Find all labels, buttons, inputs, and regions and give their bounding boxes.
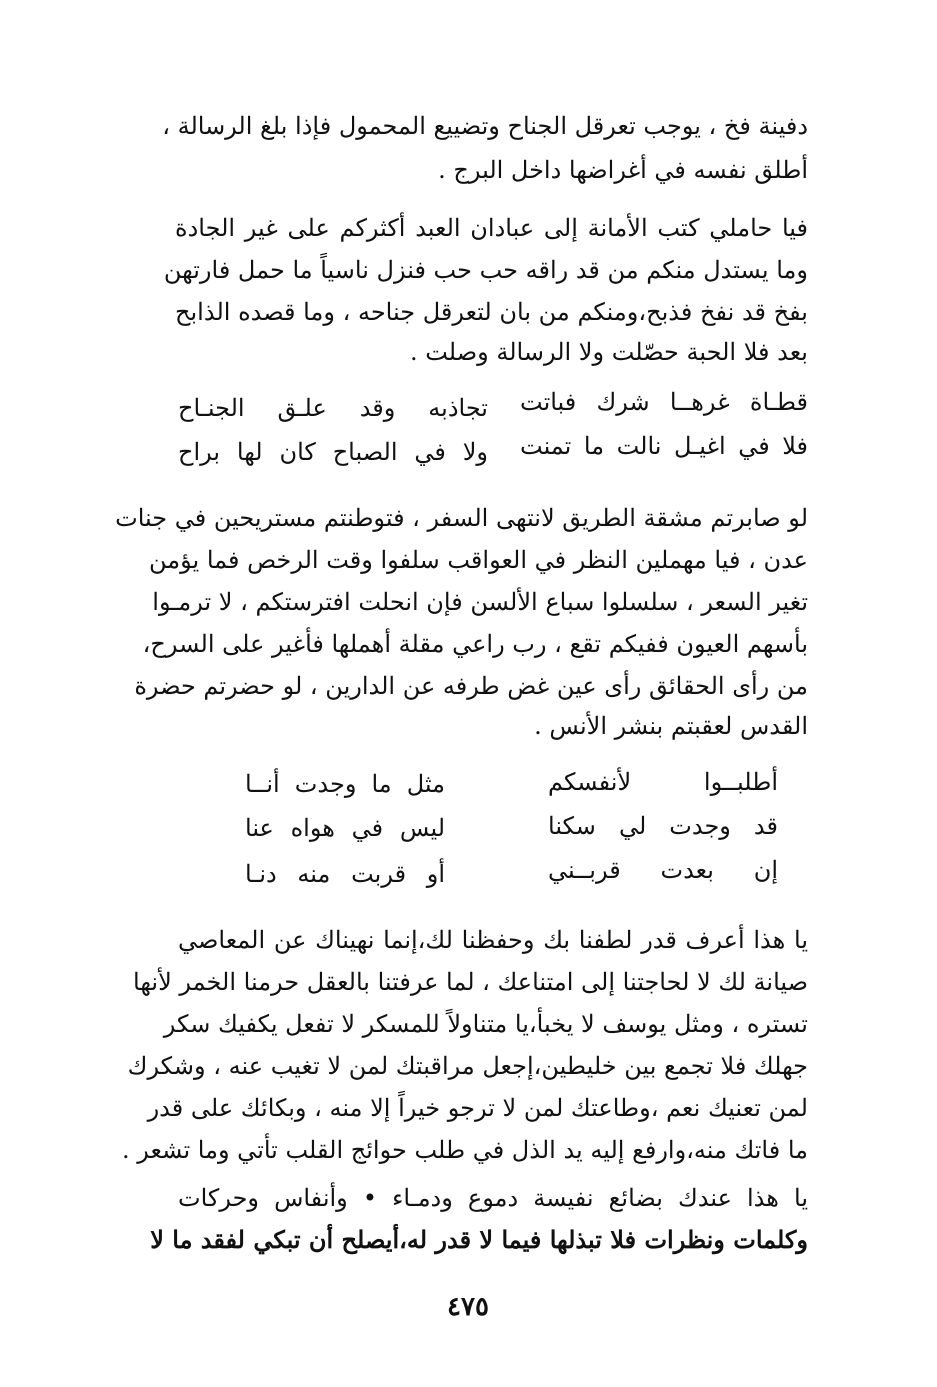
poem-hemistich-left: ولا في الصباح كان لها براح <box>178 438 488 466</box>
poem-hemistich-right: قطـاة غرهــا شرك فباتت <box>520 388 808 416</box>
paragraph-line: وما يستدل منكم من قد راقه حب حب فنزل ناسياً ما حمل فارتهن <box>163 256 808 284</box>
paragraph-line: يا هذا أعرف قدر لطفنا بك وحفظنا لك،إنما نهيناك عن المعاصي <box>178 926 808 954</box>
poem-hemistich-right: إن بعدت قربــني <box>548 856 778 884</box>
paragraph-line: بعد فلا الحبة حصّلت ولا الرسالة وصلت . <box>409 338 808 366</box>
poem-hemistich-left: تجاذبه وقد علـق الجنـاح <box>178 394 488 422</box>
paragraph-line: أطلق نفسه في أغراضها داخل البرج . <box>438 156 808 184</box>
poem-hemistich-left: أو قربت منه دنـا <box>245 860 445 888</box>
page-number: ٤٧٥ <box>447 1292 489 1322</box>
paragraph-line: جهلك فلا تجمع بين خليطين،إجعل مراقبتك لمن لا تغيب عنه ، وشكرك <box>127 1052 808 1080</box>
poem-hemistich-right: فلا في اغيـل نالت ما تمنت <box>520 432 808 460</box>
paragraph-line: بفخ قد نفخ فذبح،ومنكم من بان لتعرقل جناحه ، وما قصده الذابح <box>175 298 808 326</box>
paragraph-line: صيانة لك لا لحاجتنا إلى امتناعك ، لما عرفتنا بالعقل حرمنا الخمر لأنها <box>133 968 808 996</box>
paragraph-line: دفينة فخ ، يوجب تعرقل الجناح وتضييع المحمول فإذا بلغ الرسالة ، <box>162 112 808 140</box>
paragraph-line: لو صابرتم مشقة الطريق لانتهى السفر ، فتوطنتم مستريحين في جنات <box>115 504 808 532</box>
poem-hemistich-right: أطلبــوا لأنفسكم <box>548 768 778 796</box>
paragraph-line: تستره ، ومثل يوسف لا يخبأ،يا متناولاً للمسكر لا تفعل يكفيك سكر <box>163 1010 808 1038</box>
paragraph-line: ما فاتك منه،وارفع إليه يد الذل في طلب حوائج القلب تأتي وما تشعر . <box>122 1136 808 1164</box>
paragraph-line: القدس لعقبتم بنشر الأنس . <box>534 712 808 740</box>
poem-hemistich-right: قد وجدت لي سكنا <box>548 812 778 840</box>
paragraph-line: من رأى الحقائق رأى عين غض طرفه عن الدارين ، لو حضرتم حضرة <box>134 672 808 700</box>
paragraph-line: فيا حاملي كتب الأمانة إلى عبادان العبد أكثركم على غير الجادة <box>175 214 808 242</box>
paragraph-line: تغير السعر ، سلسلوا سباع الألسن فإن انحلت افترستكم ، لا ترمـوا <box>152 588 808 616</box>
paragraph-line: عدن ، فيا مهملين النظر في العواقب سلفوا وقت الرخص فما يؤمن <box>149 546 808 574</box>
poem-hemistich-left: ليس في هواه عنا <box>245 814 445 842</box>
paragraph-line: وكلمات ونظرات فلا تبذلها فيما لا قدر له،أيصلح أن تبكي لفقد ما لا <box>150 1225 808 1254</box>
paragraph-line: يا هذا عندك بضائع نفيسة دموع ودمـاء • وأنفاس وحركات <box>178 1184 808 1212</box>
poem-hemistich-left: مثل ما وجدت أنــا <box>245 770 445 798</box>
paragraph-line: لمن تعنيك نعم ،وطاعتك لمن لا ترجو خيراً إلا منه ، وبكائك على قدر <box>147 1094 808 1122</box>
paragraph-line: بأسهم العيون ففيكم تقع ، رب راعي مقلة أهملها فأغير على السرح، <box>142 630 808 658</box>
